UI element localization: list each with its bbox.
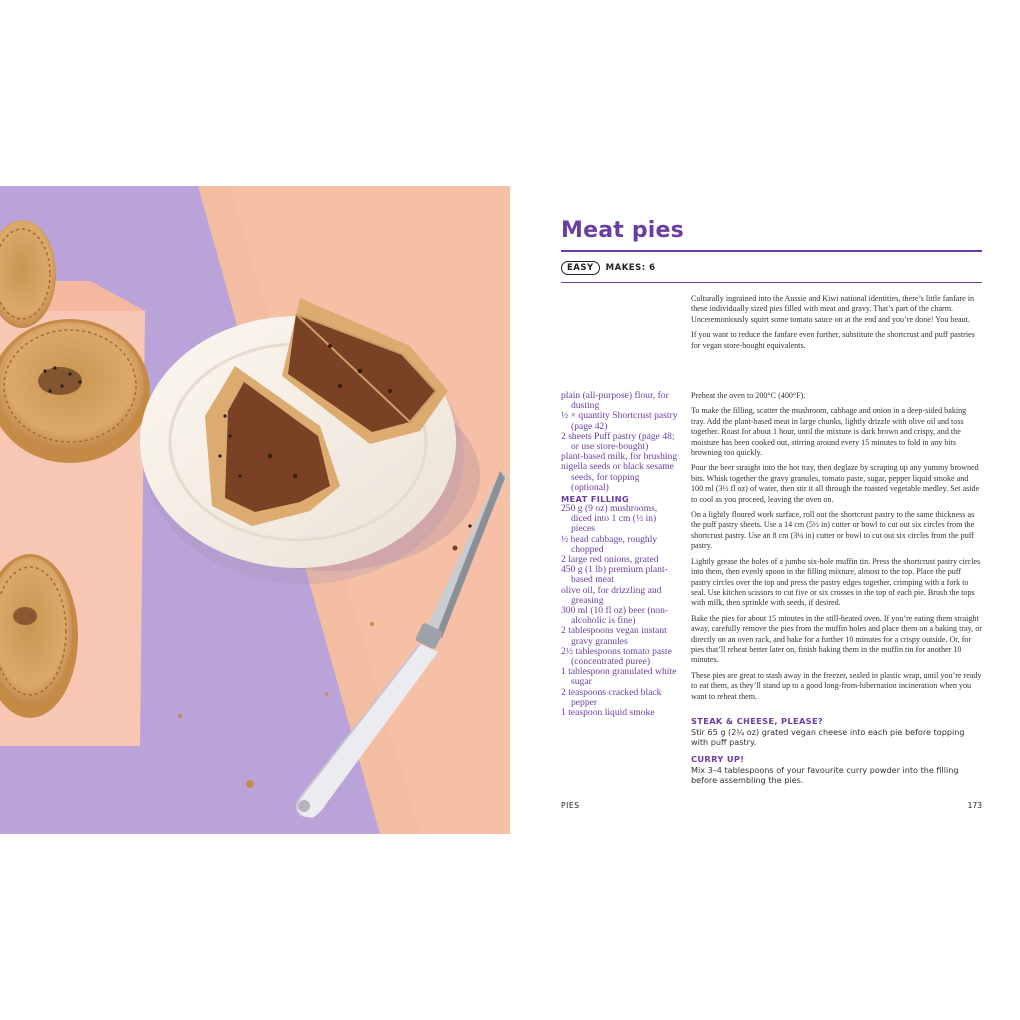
- ingredient-item: 2 large red onions, grated: [561, 554, 659, 566]
- tip-text: Mix 3–4 tablespoons of your favourite curry powder into the filling before assembling the pies.: [691, 764, 959, 786]
- intro-paragraph: If you want to reduce the fanfare even further, substitute the shortcrust and puff pastries for vegan store-bought equivalents.: [691, 330, 975, 350]
- ingredient-item: 250 g (9 oz) mushrooms, diced into 1 cm (½ in) pieces: [561, 503, 658, 535]
- difficulty-badge: EASY: [561, 261, 600, 275]
- ingredient-item: ½ head cabbage, roughly chopped: [561, 533, 658, 555]
- ingredient-item: 2 sheets Puff pastry (page 48; or use store-bought): [561, 430, 675, 453]
- tip-text: Stir 65 g (2¼ oz) grated vegan cheese into each pie before topping with puff pastry.: [691, 726, 965, 748]
- ingredient-item: nigella seeds or black sesame seeds, for topping (optional): [561, 461, 674, 493]
- ingredient-item: 1 teaspoon liquid smoke: [561, 707, 655, 719]
- yield-label: MAKES: 6: [605, 263, 656, 273]
- ingredient-item: 2½ tablespoons tomato paste (concentrated puree): [561, 645, 672, 668]
- intro-paragraph: Culturally ingrained into the Aussie and Kiwi national identities, there’s little fanfare in these individually sized pies filled with meat and gravy. That’s part of the charm. Unceremoniously squirt some tomato sauce on at the end and you’re done! You beaut.: [691, 294, 974, 324]
- recipe-meta: [561, 261, 656, 275]
- page-number: 173: [967, 801, 982, 810]
- method-step: To make the filling, scatter the mushroom, cabbage and onion in a deep-sided baking tray. Add the plant-based meat in large chunks, lightly drizzle with olive oil and toss together. Roast for about 1 hour, until the mixture is dark brown and crispy, and the moisture has been cooked out, stirring around every 15 minutes to fold in any bits browning too quickly.: [691, 406, 967, 458]
- method-step: Lightly grease the holes of a jumbo six-hole muffin tin. Press the shortcrust pastry circles into them, then evenly spoon in the filling mixture, almost to the top. Place the puff pastry circles over the top and press the pastry edges together, crimping with a fork to seal. Use kitchen scissors to cut five or six crosses in the top of each pie. Brush the tops with milk, then sprinkle with seeds, if desired.: [691, 556, 981, 608]
- pies-photo-illustration: [0, 186, 510, 834]
- ingredient-item: 2 teaspoons cracked black pepper: [561, 686, 662, 708]
- ingredient-item: 450 g (1 lb) premium plant-based meat: [561, 564, 668, 586]
- method-step: These pies are great to stash away in the freezer, sealed in plastic wrap, until you’re ready to eat them, as they’ll stand up to a good long-from-hibernation incineration when you want to reheat them.: [691, 670, 982, 701]
- ingredients-list: [561, 391, 679, 718]
- ingredient-item: plant-based milk, for brushing: [561, 451, 678, 463]
- ingredient-item: 2 tablespoons vegan instant gravy granules: [561, 625, 667, 647]
- ingredient-item: plain (all-purpose) flour, for dusting: [561, 390, 669, 412]
- method-step: Preheat the oven to 200°C (400°F).: [691, 391, 806, 400]
- method-steps: [691, 391, 982, 791]
- method-step: On a lightly floured work surface, roll out the shortcrust pastry to the same thickness as the puff pastry sheets. Use a 14 cm (5½ in) cutter or bowl to cut out six circles from the shortcrust pastry. Use an 8 cm (3¼ in) cutter or bowl to cut out six circles from the puff pastry.: [691, 510, 975, 551]
- method-step: Bake the pies for about 15 minutes in the still-heated oven. If you’re eating them straight away, carefully remove the pies from the muffin holes and place them on a baking tray, or directly on an oven rack, and bake for a further 10 minutes for a crispy outside. Or, for pies that’ll reheat better later on, finish baking them in the muffin tin for another 10 minutes.: [691, 613, 982, 665]
- ingredient-item: olive oil, for drizzling and greasing: [561, 584, 662, 606]
- meta-rule: [561, 282, 982, 283]
- ingredients-subheading: MEAT FILLING: [561, 494, 630, 505]
- title-rule: [561, 250, 982, 252]
- recipe-tips: [691, 716, 982, 786]
- recipe-page: [510, 186, 1020, 834]
- ingredient-item: 300 ml (10 fl oz) beer (non-alcoholic is fine): [561, 605, 669, 627]
- ingredient-item: ½ × quantity Shortcrust pastry (page 42): [561, 410, 678, 432]
- tip-heading: STEAK & CHEESE, PLEASE?: [691, 715, 824, 726]
- ingredient-item: 1 tablespoon granulated white sugar: [561, 666, 677, 688]
- recipe-intro: [691, 294, 982, 356]
- recipe-photo: [0, 186, 510, 834]
- recipe-title: Meat pies: [561, 218, 684, 243]
- section-name: PIES: [561, 801, 580, 810]
- tip-heading: CURRY UP!: [691, 753, 745, 764]
- method-step: Pour the beer straight into the hot tray, then deglaze by scraping up any yummy browned bits. Whisk together the gravy granules, tomato paste, sugar, pepper liquid smoke and 100 ml (3½ fl oz) of water, then stir it all through the roasted vegetable medley. Set aside to cool as you proceed, leaving the oven on.: [691, 463, 980, 504]
